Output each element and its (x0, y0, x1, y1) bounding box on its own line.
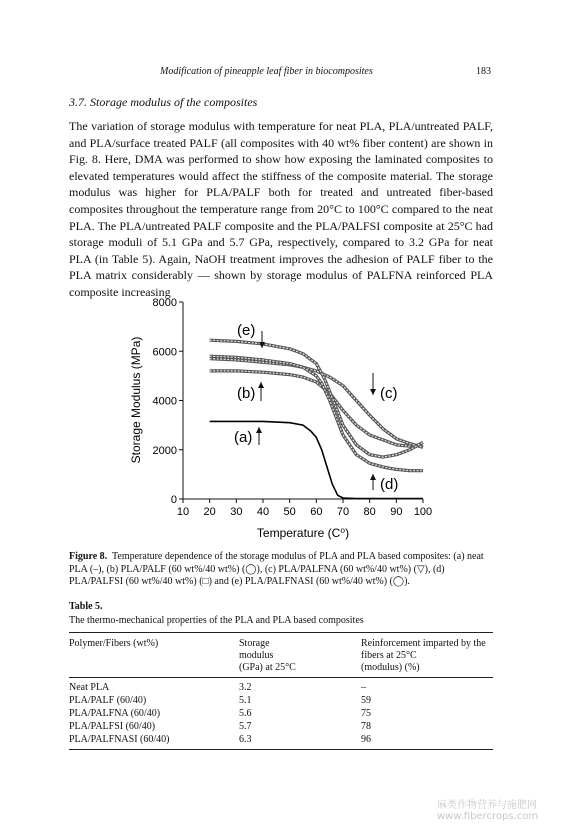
table-row (69, 707, 493, 720)
running-head-title: Modification of pineapple leaf fiber in biocomposites (160, 66, 373, 77)
cell: 5.7 (239, 721, 252, 732)
figure-caption-label: Figure 8. (69, 551, 108, 562)
y-ticks (153, 297, 183, 506)
cell: – (361, 682, 366, 693)
curve-label: (d) (380, 476, 399, 493)
body-paragraph: The variation of storage modulus with temperature for neat PLA, PLA/untreated PALF, and PLA/surface treated PALF (all composites with 40 wt% fiber content) are shown in Fig. 8. Here, DMA was performed to show how exposing the laminated composites to elevated temperatures would affect the stiffness of the composite material. The storage modulus was higher for PLA/PALF both for treated and untreated fiber-based composites throughout the temperature range from 20°C to 100°C compared to the neat PLA. The PLA/untreated PALF composite and the PLA/PALFSI composite at 25°C had storage moduli of 5.1 GPa and 5.7 GPa, respectively, compared to 3.2 GPa for neat PLA (in Table 5). Again, NaOH treatment improves the adhesion of PALF fiber to the PLA matrix considerably — shown by storage modulus of PALFNA reinforced PLA composite increasing (69, 119, 493, 299)
y-tick-label: 4000 (152, 395, 177, 408)
x-tick-label: 70 (336, 506, 350, 518)
y-tick-label: 0 (170, 494, 177, 506)
cell: PLA/PALF (60/40) (69, 695, 147, 706)
annotation-arrow-head (370, 474, 376, 480)
curve-annotations (234, 322, 398, 493)
watermark-line2: www.fibercrops.com (437, 811, 539, 822)
x-tick-label: 100 (413, 506, 432, 518)
cell: PLA/PALFNASI (60/40) (69, 733, 239, 750)
figure-caption-text: Temperature dependence of the storage modulus of PLA and PLA based composites: (a) neat PLA (–), (b) PLA/PALF (60 wt%/40 wt%) (◯), (c) PLA/PALFNA (60 wt%/40 wt%) (▽), (d) PLA/PALFSI (60 wt%/40 wt%) (□) and (e) PLA/PALFNASI (60 wt%/40 wt%) (◯). (69, 551, 484, 587)
y-axis-label: Storage Modulus (MPa) (129, 336, 143, 464)
cell: 6.3 (239, 733, 361, 750)
table-row (69, 733, 493, 750)
cell: PLA/PALFNA (60/40) (69, 708, 161, 719)
table-label: Table 5. (69, 601, 103, 612)
x-tick-label: 20 (203, 506, 216, 518)
x-tick-label: 90 (390, 506, 403, 518)
table-header-row (69, 633, 493, 678)
cell: 5.6 (239, 708, 252, 719)
table-title-block (69, 600, 364, 628)
curve-label: (c) (380, 385, 398, 402)
cell: 78 (361, 721, 371, 732)
table-row (69, 720, 493, 733)
storage-modulus-chart (126, 293, 432, 547)
table-title: The thermo-mechanical properties of the PLA and PLA based composites (69, 615, 364, 626)
figure-caption (69, 551, 493, 589)
header-reinforcement (361, 633, 493, 678)
x-tick-label: 10 (176, 506, 190, 518)
watermark (437, 800, 538, 822)
annotation-arrow-head (256, 427, 262, 433)
x-axis-label: Temperature (C⁰) (256, 526, 350, 540)
header-line: (GPa) at 25°C (239, 662, 296, 673)
curve-label: (e) (237, 322, 256, 339)
table-row (69, 694, 493, 707)
header-line: (modulus) (%) (361, 662, 420, 673)
series-marker-line-d (210, 356, 423, 471)
y-tick-label: 2000 (152, 444, 177, 457)
x-tick-label: 60 (310, 506, 323, 518)
plot-series (210, 340, 423, 498)
cell: 3.2 (239, 682, 252, 693)
header-line: Reinforcement imparted by the (361, 638, 486, 649)
y-tick-label: 8000 (152, 297, 177, 309)
x-tick-label: 30 (230, 506, 243, 518)
watermark-line1: 麻类作物营养与施肥网 (437, 800, 537, 811)
cell: PLA/PALFSI (60/40) (69, 721, 156, 732)
series-curve-d (210, 356, 423, 471)
header-line: modulus (239, 650, 274, 661)
curve-label: (a) (234, 429, 253, 446)
page-number: 183 (476, 66, 491, 77)
section-heading: 3.7. Storage modulus of the composites (69, 95, 258, 109)
cell: Neat PLA (69, 682, 110, 693)
running-head (0, 66, 562, 82)
x-ticks (177, 499, 432, 518)
properties-table (69, 632, 493, 750)
annotation-arrow-head (258, 382, 264, 388)
header-line: Storage (239, 638, 270, 649)
header-line: Polymer/Fibers (wt%) (69, 638, 159, 649)
table-row (69, 678, 493, 695)
curve-label: (b) (237, 385, 256, 402)
x-tick-label: 80 (363, 506, 376, 518)
header-polymer (69, 633, 239, 678)
cell: 96 (361, 733, 493, 750)
cell: 5.1 (239, 695, 252, 706)
cell: 59 (361, 695, 371, 706)
x-tick-label: 40 (256, 506, 270, 518)
x-tick-label: 50 (283, 506, 296, 518)
header-storage-modulus (239, 633, 361, 678)
y-tick-label: 6000 (152, 346, 177, 359)
annotation-arrow-head (370, 389, 376, 395)
cell: 75 (361, 708, 371, 719)
header-line: fibers at 25°C (361, 650, 417, 661)
